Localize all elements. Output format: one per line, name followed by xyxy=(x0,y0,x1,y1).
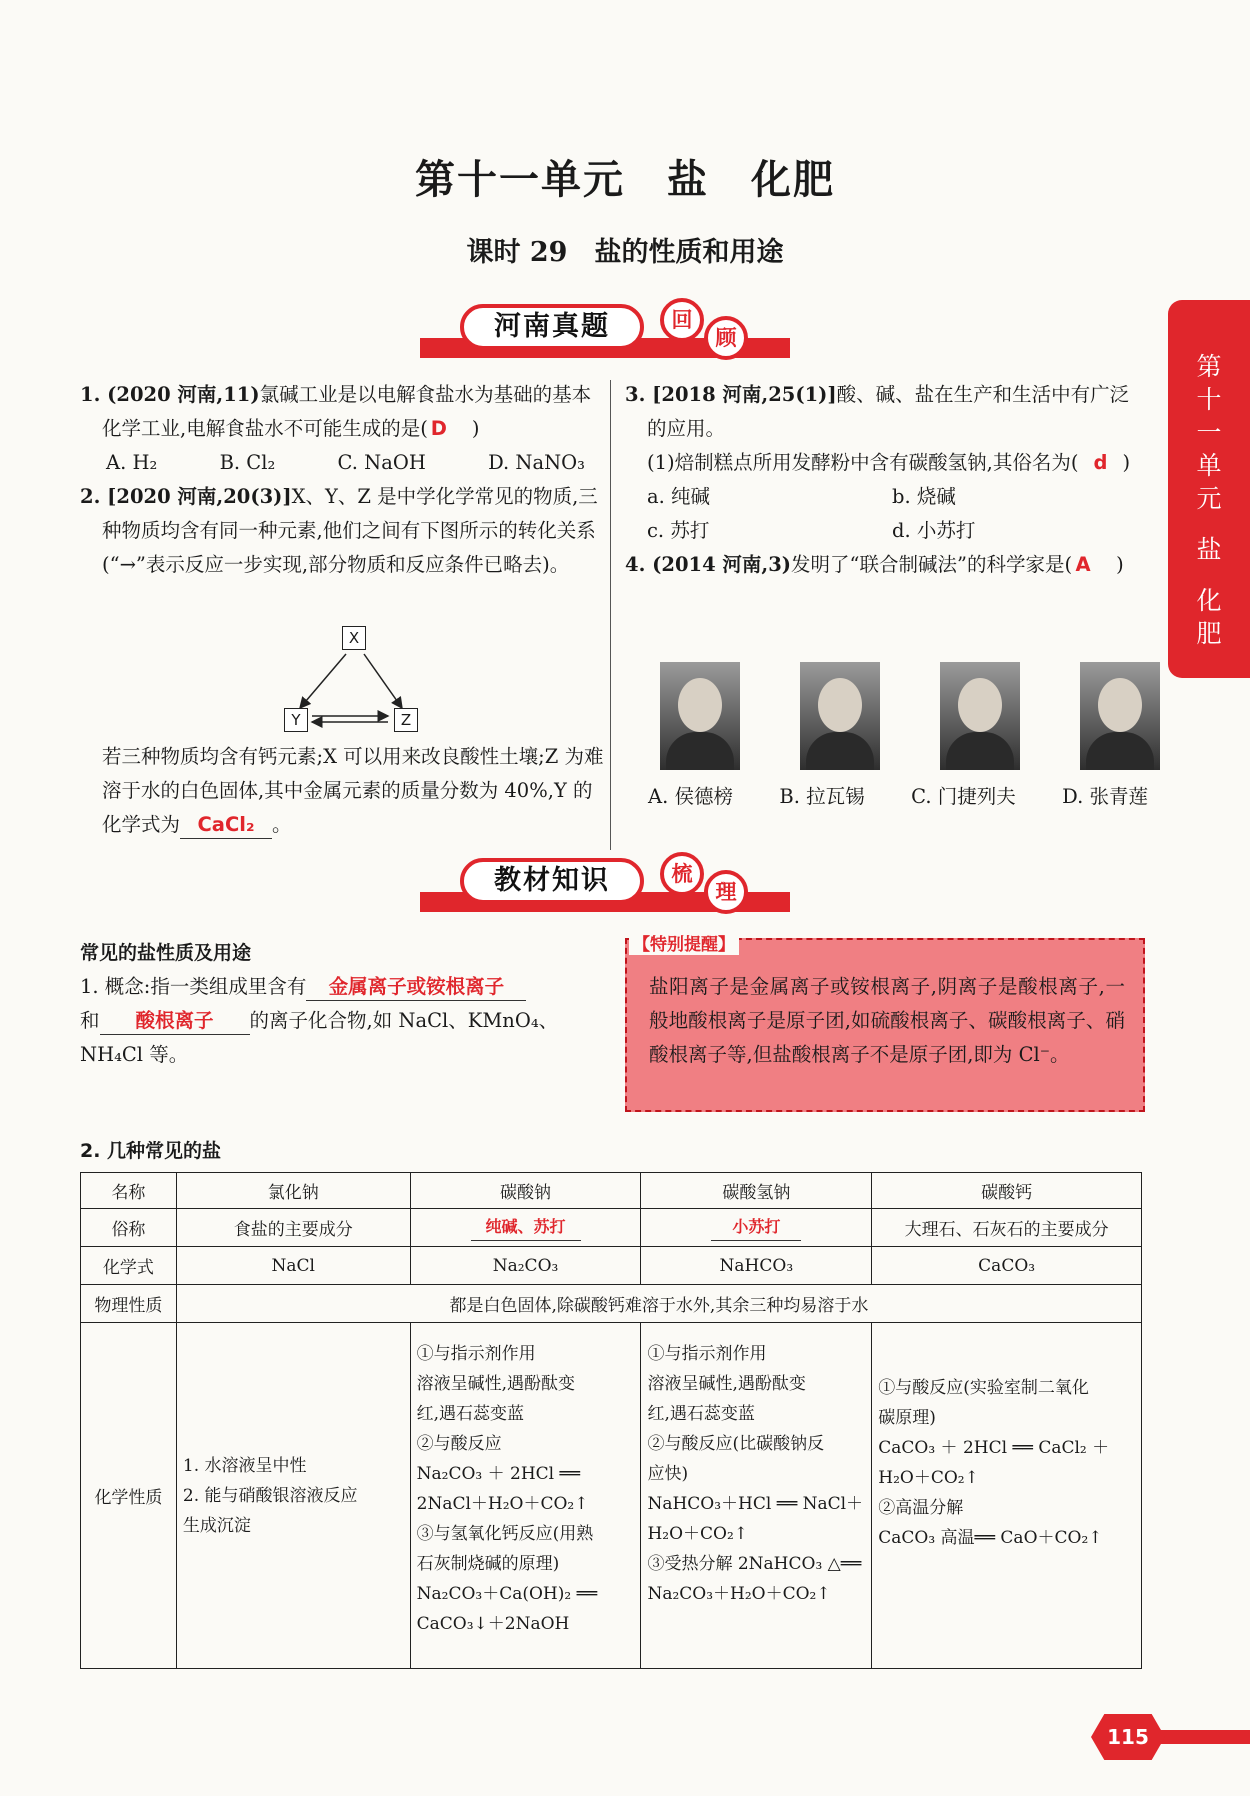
row-label: 俗称 xyxy=(81,1209,177,1247)
answer-common-nahco3: 小苏打 xyxy=(711,1214,801,1241)
row-label: 物理性质 xyxy=(81,1285,177,1323)
banner-bubble: 梳 xyxy=(660,852,704,896)
chem-line: NaHCO₃＋HCl ══ NaCl＋ xyxy=(647,1494,864,1514)
scientist-photo xyxy=(660,662,740,770)
side-tab-gap xyxy=(1168,566,1250,584)
chem-line: CaCO₃ 高温══ CaO＋CO₂↑ xyxy=(878,1528,1103,1548)
table-cell: 大理石、石灰石的主要成分 xyxy=(872,1209,1142,1247)
chem-line: CaCO₃ ＋ 2HCl ══ CaCl₂ ＋ xyxy=(878,1438,1110,1458)
unit-side-tab xyxy=(1168,300,1250,678)
table-cell: NaCl xyxy=(176,1247,410,1285)
banner-bubble: 理 xyxy=(704,870,748,914)
concept-blank-1: 金属离子或铵根离子 xyxy=(306,974,526,1001)
option: a. 纯碱 xyxy=(647,485,711,508)
q2-after: 若三种物质均含有钙元素;X 可以用来改良酸性土壤;Z 为难溶于水的白色固体,其中金属元素的质量分数为 40%,Y 的化学式为 xyxy=(102,745,604,836)
q2-answer: CaCl₂ xyxy=(180,812,272,839)
banner-henan-real-questions xyxy=(420,298,790,368)
table-cell xyxy=(410,1209,641,1247)
q2-text: X、Y、Z 是中学化学常见的物质,三种物质均含有同一种元素,他们之间有下图所示的转化关系(“→”表示反应一步实现,部分物质和反应条件已略去)。 xyxy=(102,485,598,576)
side-tab-char: 元 xyxy=(1196,484,1222,513)
side-tab-char: 一 xyxy=(1196,418,1222,447)
side-tab-char: 肥 xyxy=(1196,619,1222,648)
concept-paragraph xyxy=(80,970,610,1072)
table-row xyxy=(81,1209,1142,1247)
table-row xyxy=(81,1285,1142,1323)
chem-line: ③与氢氧化钙反应(用熟 xyxy=(416,1524,594,1544)
node-x: X xyxy=(342,626,366,650)
table-header-row xyxy=(81,1173,1142,1209)
conversion-diagram xyxy=(270,620,470,740)
page-number: 115 xyxy=(1107,1725,1149,1749)
chem-line: 生成沉淀 xyxy=(182,1515,251,1536)
chem-line: ②与酸反应(比碳酸钠反 xyxy=(647,1434,825,1454)
table-cell: CaCO₃ xyxy=(872,1247,1142,1285)
option: C. 门捷列夫 xyxy=(911,785,1016,808)
option: b. 烧碱 xyxy=(892,485,956,508)
section-concept xyxy=(80,936,610,1072)
q4-text: 发明了“联合制碱法”的科学家是( xyxy=(791,553,1073,576)
q4-close: ) xyxy=(1116,553,1124,576)
question-3 xyxy=(625,378,1145,446)
q3-options xyxy=(625,480,1145,548)
concept-blank-2: 酸根离子 xyxy=(100,1008,250,1035)
q3-sub xyxy=(625,446,1145,480)
concept-text: 的离子化合物,如 NaCl、KMnO₄、NH₄Cl 等。 xyxy=(80,1009,559,1066)
table-header: 碳酸钙 xyxy=(872,1173,1142,1209)
q3-sub-text: (1)焙制糕点所用发酵粉中含有碳酸氢钠,其俗名为( xyxy=(647,451,1079,474)
table-cell: 食盐的主要成分 xyxy=(176,1209,410,1247)
q2-tag: 2. [2020 河南,20(3)] xyxy=(80,485,292,508)
chem-line: Na₂CO₃＋H₂O＋CO₂↑ xyxy=(647,1584,831,1604)
table-header: 氯化钠 xyxy=(176,1173,410,1209)
scientist-photo xyxy=(1080,662,1160,770)
chem-line: 2NaCl＋H₂O＋CO₂↑ xyxy=(416,1494,589,1514)
chem-line: 溶液呈碱性,遇酚酞变 xyxy=(647,1374,806,1394)
side-tab-gap xyxy=(1168,515,1250,533)
chem-line: 碳原理) xyxy=(878,1408,936,1428)
table-cell xyxy=(641,1209,872,1247)
chem-line: ②与酸反应 xyxy=(416,1434,502,1454)
question-4 xyxy=(625,548,1145,582)
concept-text: 1. 概念:指一类组成里含有 xyxy=(80,975,307,998)
left-questions xyxy=(80,378,605,582)
chem-line: 溶液呈碱性,遇酚酞变 xyxy=(416,1374,576,1394)
chem-line: ①与酸反应(实验室制二氧化 xyxy=(878,1378,1089,1398)
chem-line: 1. 水溶液呈中性 xyxy=(182,1455,307,1476)
scientist-photo xyxy=(940,662,1020,770)
chem-line: 2. 能与硝酸银溶液反应 xyxy=(182,1485,358,1506)
q4-tag: 4. (2014 河南,3) xyxy=(625,553,792,576)
chem-line: ③受热分解 2NaHCO₃ △══ xyxy=(647,1554,862,1574)
node-z: Z xyxy=(394,708,418,732)
table-cell-nahco3-chem xyxy=(641,1323,872,1669)
q2-end: 。 xyxy=(272,813,292,836)
q3-close: ) xyxy=(1122,451,1131,474)
q3-answer: d xyxy=(1093,451,1108,474)
banner-textbook-knowledge xyxy=(420,852,790,922)
column-divider xyxy=(610,380,611,850)
chem-line: Na₂CO₃ ＋ 2HCl ══ xyxy=(416,1464,580,1484)
q2-continuation xyxy=(102,740,607,842)
option: B. 拉瓦锡 xyxy=(779,785,865,808)
table-cell-caco3-chem xyxy=(872,1323,1142,1669)
side-tab-char: 单 xyxy=(1196,451,1222,480)
side-tab-char: 化 xyxy=(1196,586,1222,615)
q4-answer: A xyxy=(1075,553,1091,576)
chem-line: 应快) xyxy=(647,1464,689,1484)
reminder-text: 盐阳离子是金属离子或铵根离子,阴离子是酸根离子,一般地酸根离子是原子团,如硫酸根离子、碳酸根离子、硝酸根离子等,但盐酸根离子不是原子团,即为 Cl⁻。 xyxy=(649,975,1125,1066)
banner-label: 河南真题 xyxy=(460,304,644,350)
chem-line: Na₂CO₃＋Ca(OH)₂ ══ xyxy=(416,1584,598,1604)
salts-table xyxy=(80,1172,1142,1669)
q1-tag: 1. (2020 河南,11) xyxy=(80,383,260,406)
option: d. 小苏打 xyxy=(892,519,976,542)
section-heading: 2. 几种常见的盐 xyxy=(80,1140,222,1162)
banner-bubble: 回 xyxy=(660,298,704,342)
chem-line: H₂O＋CO₂↑ xyxy=(647,1524,749,1544)
banner-label: 教材知识 xyxy=(460,858,644,904)
unit-title: 第十一单元 盐 化肥 xyxy=(415,156,835,203)
page-number-badge xyxy=(1083,1714,1175,1760)
right-questions xyxy=(625,378,1145,582)
option: D. 张青莲 xyxy=(1062,785,1148,808)
side-tab-char: 第 xyxy=(1196,352,1222,381)
option: c. 苏打 xyxy=(647,519,710,542)
special-reminder-box xyxy=(625,935,1145,1112)
table-row xyxy=(81,1247,1142,1285)
scientist-photos xyxy=(660,662,1160,772)
option: A. 侯德榜 xyxy=(648,785,733,808)
chem-line: 红,遇石蕊变蓝 xyxy=(647,1404,755,1424)
table-cell-na2co3-chem xyxy=(410,1323,641,1669)
chem-line: 红,遇石蕊变蓝 xyxy=(416,1404,525,1424)
table-row xyxy=(81,1323,1142,1669)
option: A. H₂ xyxy=(106,451,158,474)
chem-line: 石灰制烧碱的原理) xyxy=(416,1554,560,1574)
q1-close: ) xyxy=(471,417,480,440)
table-cell: 都是白色固体,除碳酸钙难溶于水外,其余三种均易溶于水 xyxy=(176,1285,1141,1323)
option: D. NaNO₃ xyxy=(488,451,585,474)
option: B. Cl₂ xyxy=(219,451,276,474)
q3-text: 酸、碱、盐在生产和生活中有广泛的应用。 xyxy=(647,383,1130,440)
node-y: Y xyxy=(284,708,308,732)
row-label: 化学式 xyxy=(81,1247,177,1285)
side-tab-char: 十 xyxy=(1196,385,1222,414)
reminder-header: 【特别提醒】 xyxy=(629,930,739,955)
scientist-photo xyxy=(800,662,880,770)
q1-text: 氯碱工业是以电解食盐水为基础的基本化学工业,电解食盐水不可能生成的是( xyxy=(102,383,592,440)
q1-options xyxy=(80,446,605,480)
concept-text: 和 xyxy=(80,1009,100,1032)
option: C. NaOH xyxy=(337,451,426,474)
q4-options xyxy=(648,780,1148,814)
chem-line: CaCO₃↓＋2NaOH xyxy=(416,1614,570,1634)
question-1 xyxy=(80,378,605,446)
table-cell: Na₂CO₃ xyxy=(410,1247,641,1285)
table-header: 碳酸钠 xyxy=(410,1173,641,1209)
row-label: 化学性质 xyxy=(81,1323,177,1669)
chem-line: H₂O＋CO₂↑ xyxy=(878,1468,979,1488)
table-cell-nacl-chem xyxy=(176,1323,410,1669)
question-2 xyxy=(80,480,605,582)
table-header: 碳酸氢钠 xyxy=(641,1173,872,1209)
lesson-title: 课时 29 盐的性质和用途 xyxy=(466,237,784,268)
banner-bubble: 顾 xyxy=(704,316,748,360)
table-header: 名称 xyxy=(81,1173,177,1209)
chem-line: ①与指示剂作用 xyxy=(647,1344,767,1364)
q3-tag: 3. [2018 河南,25(1)] xyxy=(625,383,837,406)
q1-answer: D xyxy=(430,417,447,440)
side-tab-char: 盐 xyxy=(1196,535,1222,564)
answer-common-na2co3: 纯碱、苏打 xyxy=(471,1214,581,1241)
chem-line: ②高温分解 xyxy=(878,1498,964,1518)
table-cell: NaHCO₃ xyxy=(641,1247,872,1285)
section-heading: 常见的盐性质及用途 xyxy=(80,942,252,964)
chem-line: ①与指示剂作用 xyxy=(416,1344,536,1364)
